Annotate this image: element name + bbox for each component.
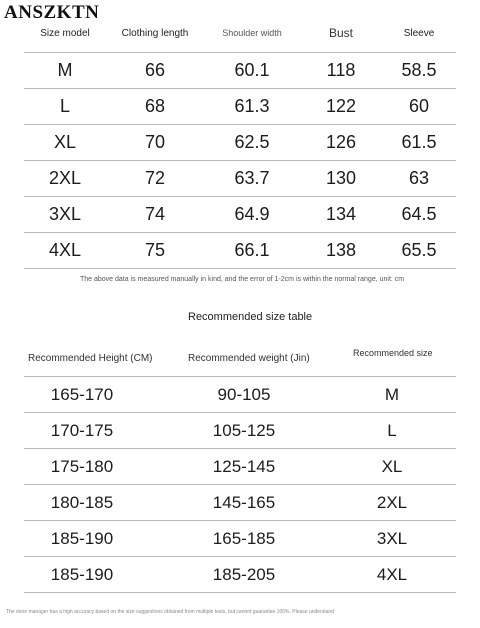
cell-weight: 185-205 bbox=[212, 564, 276, 584]
cell-sleeve: 65.5 bbox=[401, 240, 437, 260]
cell-size: L bbox=[387, 420, 397, 440]
table-row bbox=[24, 485, 456, 521]
cell-weight: 145-165 bbox=[212, 492, 276, 512]
header-recommended-height: Recommended Height (CM) bbox=[28, 352, 153, 364]
cell-size: M bbox=[384, 384, 400, 404]
header-clothing-length: Clothing length bbox=[121, 28, 189, 39]
footer-note: The store manager has a high accuracy based on the size suggestions obtained from multiple tests, but cannot guarantee 100%. Please understand bbox=[6, 609, 334, 615]
header-size-model: Size model bbox=[40, 28, 90, 39]
cell-shoulder: 63.7 bbox=[234, 168, 270, 188]
cell-shoulder: 61.3 bbox=[234, 96, 270, 116]
table-row bbox=[24, 557, 456, 593]
cell-sleeve: 60 bbox=[408, 96, 430, 116]
cell-bust: 126 bbox=[325, 132, 357, 152]
brand-logo: ANSZKTN bbox=[4, 2, 100, 23]
cell-height: 165-170 bbox=[50, 384, 114, 404]
cell-size: 2XL bbox=[376, 492, 408, 512]
recommended-size-title: Recommended size table bbox=[188, 311, 313, 323]
cell-shoulder: 66.1 bbox=[234, 240, 270, 260]
cell-sleeve: 64.5 bbox=[401, 204, 437, 224]
cell-height: 170-175 bbox=[50, 420, 114, 440]
header-shoulder-width: Shoulder width bbox=[222, 28, 282, 38]
table-row bbox=[24, 377, 456, 413]
cell-height: 180-185 bbox=[50, 492, 114, 512]
table-row bbox=[24, 197, 456, 233]
cell-size: 4XL bbox=[376, 564, 408, 584]
cell-size: XL bbox=[53, 132, 77, 152]
cell-sleeve: 61.5 bbox=[401, 132, 437, 152]
cell-length: 66 bbox=[144, 60, 166, 80]
cell-size: XL bbox=[381, 456, 403, 476]
table-row bbox=[24, 521, 456, 557]
cell-bust: 118 bbox=[326, 60, 356, 80]
table-row bbox=[24, 89, 456, 125]
cell-size: L bbox=[59, 96, 70, 116]
cell-shoulder: 60.1 bbox=[234, 60, 270, 80]
cell-size: 4XL bbox=[48, 240, 82, 260]
table-row bbox=[24, 125, 456, 161]
header-sleeve: Sleeve bbox=[403, 28, 435, 39]
rec-table-header bbox=[24, 340, 456, 377]
cell-bust: 122 bbox=[325, 96, 357, 116]
cell-length: 74 bbox=[144, 204, 166, 224]
cell-size: 3XL bbox=[376, 528, 408, 548]
cell-height: 185-190 bbox=[50, 528, 114, 548]
cell-weight: 105-125 bbox=[212, 420, 276, 440]
table-row bbox=[24, 161, 456, 197]
header-recommended-size: Recommended size bbox=[353, 348, 433, 358]
size-table-header bbox=[24, 18, 456, 53]
cell-height: 175-180 bbox=[50, 456, 114, 476]
cell-bust: 134 bbox=[325, 204, 357, 224]
cell-weight: 165-185 bbox=[212, 528, 276, 548]
cell-shoulder: 62.5 bbox=[234, 132, 270, 152]
cell-size: M bbox=[57, 60, 73, 80]
measurement-note: The above data is measured manually in kind, and the error of 1-2cm is within the normal range, unit: cm bbox=[80, 276, 405, 283]
cell-length: 75 bbox=[144, 240, 166, 260]
cell-shoulder: 64.9 bbox=[234, 204, 270, 224]
cell-size: 3XL bbox=[48, 204, 82, 224]
cell-length: 72 bbox=[144, 168, 166, 188]
cell-sleeve: 63 bbox=[408, 168, 430, 188]
cell-weight: 125-145 bbox=[212, 456, 276, 476]
header-bust: Bust bbox=[328, 26, 353, 40]
cell-length: 68 bbox=[144, 96, 166, 116]
header-recommended-weight: Recommended weight (Jin) bbox=[188, 352, 310, 364]
cell-bust: 130 bbox=[325, 168, 357, 188]
cell-weight: 90-105 bbox=[217, 384, 271, 404]
cell-bust: 138 bbox=[325, 240, 357, 260]
cell-sleeve: 58.5 bbox=[401, 60, 437, 80]
cell-height: 185-190 bbox=[50, 564, 114, 584]
table-row bbox=[24, 53, 456, 89]
table-row bbox=[24, 449, 456, 485]
table-row bbox=[24, 233, 456, 269]
size-table bbox=[24, 18, 456, 269]
cell-size: 2XL bbox=[48, 168, 82, 188]
table-row bbox=[24, 413, 456, 449]
cell-length: 70 bbox=[144, 132, 166, 152]
recommended-size-table bbox=[24, 340, 456, 593]
